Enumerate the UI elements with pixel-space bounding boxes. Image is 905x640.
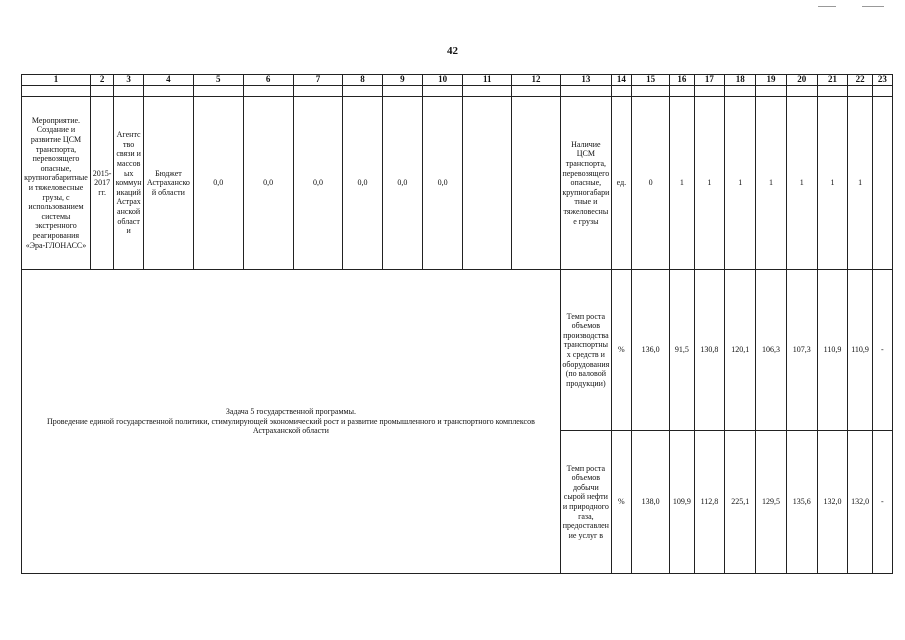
value-cell: 1: [786, 97, 817, 270]
value-cell: 106,3: [756, 270, 787, 431]
years-cell: 2015-2017 гг.: [90, 97, 113, 270]
value-cell: 1: [817, 97, 848, 270]
funding-cell: 0,0: [293, 97, 343, 270]
task-text: Проведение единой государственной политики, стимулирующей экономический рост и развитие промышленного и транспортного комплексов Астраханской области: [47, 416, 535, 436]
indicator-cell: Наличие ЦСМ транспорта, перевозящего опасные, крупногабаритные и тяжеловесные грузы: [560, 97, 611, 270]
value-cell: 1: [670, 97, 694, 270]
col-number: 22: [848, 75, 872, 86]
col-number: 4: [143, 75, 193, 86]
value-cell: 109,9: [670, 431, 694, 574]
task-cell: [22, 270, 561, 574]
value-cell: 107,3: [786, 270, 817, 431]
event-row: [22, 97, 893, 270]
unit-cell: %: [611, 431, 631, 574]
col-number: 19: [756, 75, 787, 86]
col-number: 17: [694, 75, 725, 86]
funding-cell: 0,0: [243, 97, 293, 270]
col-number: 16: [670, 75, 694, 86]
col-number: 23: [872, 75, 892, 86]
indicator-cell: Темп роста объемов производства транспортных средств и оборудования (по валовой продукции): [560, 270, 611, 431]
value-cell: -: [872, 431, 892, 574]
col-number: 7: [293, 75, 343, 86]
value-cell: 120,1: [725, 270, 756, 431]
value-cell: 130,8: [694, 270, 725, 431]
col-number: 14: [611, 75, 631, 86]
page-number: 42: [447, 45, 458, 57]
value-cell: 1: [756, 97, 787, 270]
funding-cell: 0,0: [193, 97, 243, 270]
col-number: 13: [560, 75, 611, 86]
col-number: 8: [343, 75, 382, 86]
value-cell: 136,0: [631, 270, 669, 431]
column-number-row: [22, 75, 893, 86]
col-number: 20: [786, 75, 817, 86]
funding-cell: 0,0: [382, 97, 422, 270]
col12-cell: [512, 97, 561, 270]
value-cell: 1: [694, 97, 725, 270]
funding-source-cell: Бюджет Астраханской области: [143, 97, 193, 270]
col-number: 18: [725, 75, 756, 86]
value-cell: 132,0: [848, 431, 872, 574]
program-table: [21, 74, 893, 574]
value-cell: 0: [631, 97, 669, 270]
value-cell: 1: [848, 97, 872, 270]
funding-cell: 0,0: [343, 97, 382, 270]
col-number: 10: [422, 75, 462, 86]
value-cell: 91,5: [670, 270, 694, 431]
funding-cell: 0,0: [422, 97, 462, 270]
indicator-row: [22, 270, 893, 431]
task-title: Задача 5 государственной программы.: [225, 407, 356, 417]
col-number: 5: [193, 75, 243, 86]
empty-cell: [463, 97, 512, 270]
col-number: 2: [90, 75, 113, 86]
col-number: 11: [463, 75, 512, 86]
value-cell: 135,6: [786, 431, 817, 574]
col-number: 15: [631, 75, 669, 86]
activity-cell: Мероприятие. Создание и развитие ЦСМ транспорта, перевозящего опасные, крупногабаритные и тяжеловесные грузы, с использованием системы экстренного реагирования «Эра-ГЛОНАСС»: [22, 97, 91, 270]
value-cell: 110,9: [817, 270, 848, 431]
col-number: 12: [512, 75, 561, 86]
col-number: 3: [114, 75, 144, 86]
value-cell: 132,0: [817, 431, 848, 574]
executor-cell: Агентство связи и массовых коммуникаций Астраханской области: [114, 97, 144, 270]
value-cell: 129,5: [756, 431, 787, 574]
scan-mark: [862, 6, 884, 7]
scan-mark: [818, 6, 836, 7]
value-cell: 138,0: [631, 431, 669, 574]
value-cell: 112,8: [694, 431, 725, 574]
value-cell: [872, 97, 892, 270]
spacer-row: [22, 86, 893, 97]
value-cell: 225,1: [725, 431, 756, 574]
col-number: 1: [22, 75, 91, 86]
col-number: 6: [243, 75, 293, 86]
unit-cell: %: [611, 270, 631, 431]
col-number: 9: [382, 75, 422, 86]
value-cell: 1: [725, 97, 756, 270]
col-number: 21: [817, 75, 848, 86]
indicator-cell: Темп роста объемов добычи сырой нефти и природного газа, предоставление услуг в: [560, 431, 611, 574]
unit-cell: ед.: [611, 97, 631, 270]
value-cell: 110,9: [848, 270, 872, 431]
value-cell: -: [872, 270, 892, 431]
